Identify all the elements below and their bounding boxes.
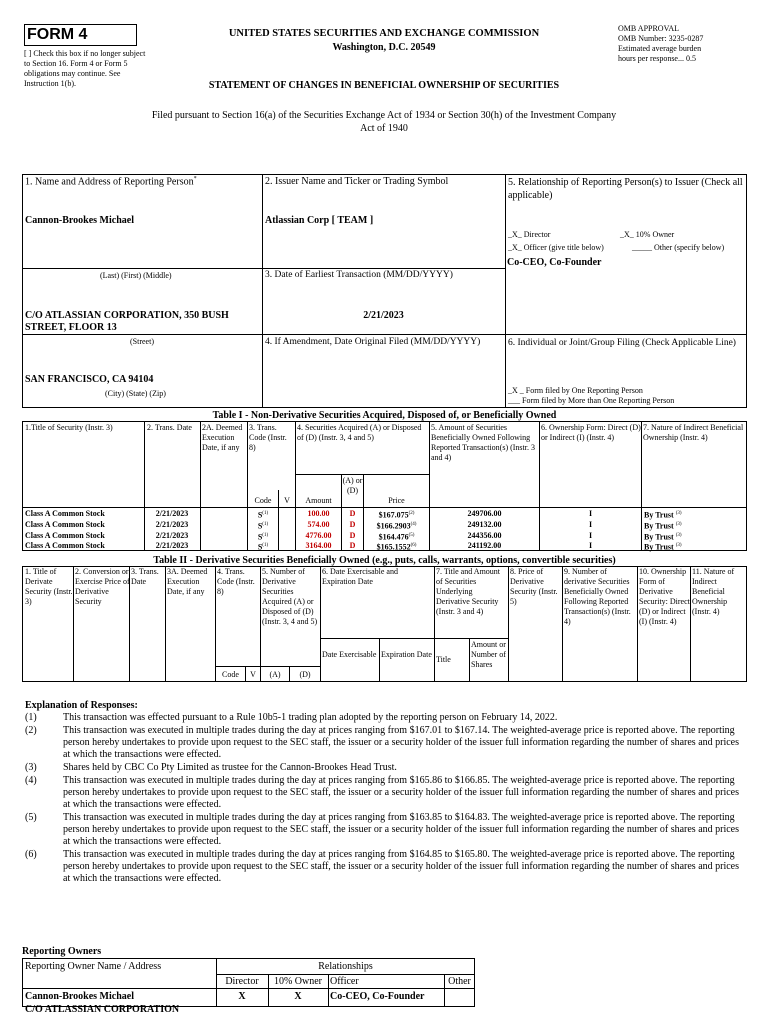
agency-name: UNITED STATES SECURITIES AND EXCHANGE COMMISSION (228, 28, 540, 39)
t1-h-date: 2. Trans. Date (147, 423, 192, 432)
filed-pursuant: Filed pursuant to Section 16(a) of the Securities Exchange Act of 1934 or Section 30(h) of the Investment Company Act of 1940 (151, 110, 617, 134)
t1-nature: By Trust $^{(3)}$ (644, 521, 682, 531)
owners-col-other: Other (448, 976, 471, 987)
t1-amount: 100.00 (307, 509, 330, 518)
amendment-label: 4. If Amendment, Date Original Filed (MM/DD/YYYY) (265, 337, 481, 347)
t2-h-price: 8. Price of Derivative Security (Instr. 5) (510, 567, 558, 606)
t1-title: Class A Common Stock (25, 541, 105, 550)
owner-director-mark: X (238, 991, 246, 1002)
t2-h-nature: 11. Nature of Indirect Beneficial Ownership (Instr. 4) (692, 567, 735, 616)
t2-h-sub-title: Title (436, 655, 451, 664)
t1-form: I (588, 520, 593, 529)
reporting-person-label: 1. Name and Address of Reporting Person* (25, 176, 197, 188)
omb-approval (618, 24, 748, 64)
t1-ad: D (349, 531, 356, 540)
t2-h-title: 1. Title of Derivate Security (Instr. 3) (25, 567, 73, 606)
street-caption: (Street) (130, 337, 154, 346)
t1-date: 2/21/2023 (155, 531, 189, 540)
owners-col-officer: Officer (330, 976, 359, 987)
list-item: (2) This transaction was executed in multiple trades during the day at prices ranging from $167.01 to $167.14. The weighted-average price is reported above. The reporting person hereby undertakes to provide upon request to the SEC staff, the issuer or a security holder of the issuer full information regarding the number of shares and prices at which the transactions were effected. (25, 725, 740, 760)
t2-h-sub-date-ex: Date Exercisable (322, 650, 377, 659)
omb-line: Estimated average burden (618, 44, 702, 53)
t1-price: $166.2903$^{(4)}$ (376, 521, 417, 531)
t2-h-sub-amount: Amount or Number of Shares (471, 640, 506, 669)
t1-title: Class A Common Stock (25, 520, 105, 529)
list-item: (3) Shares held by CBC Co Pty Limited as trustee for the Cannon-Brookes Head Trust. (25, 762, 397, 773)
owners-col-director: Director (225, 976, 259, 987)
t1-form: I (588, 509, 593, 518)
t1-h-nature: 7. Nature of Indirect Beneficial Ownership (Instr. 4) (643, 423, 744, 442)
owners-col-ten: 10% Owner (273, 976, 323, 987)
t2-h-exercisable: 6. Date Exercisable and Expiration Date (322, 567, 398, 586)
t2-h-number: 5. Number of Derivative Securities Acquired (A) or Disposed of (D) (Instr. 3, 4 and 5) (262, 567, 318, 626)
explanation-list (25, 712, 745, 886)
owner-officer-title: Co-CEO, Co-Founder (330, 991, 425, 1002)
t1-h-title: 1.Title of Security (Instr. 3) (25, 423, 113, 432)
t1-owned: 244356.00 (467, 531, 502, 540)
omb-line: OMB APPROVAL (618, 24, 679, 33)
owner-ten-mark: X (294, 991, 302, 1002)
explanation-heading: Explanation of Responses: (25, 700, 138, 711)
t1-date: 2/21/2023 (155, 541, 189, 550)
t1-date: 2/21/2023 (155, 520, 189, 529)
t1-h-sub-v: V (284, 496, 290, 505)
omb-line: hours per response... 0.5 (618, 54, 696, 63)
t1-code: $S^{(1)}$ (257, 532, 269, 542)
t2-h-date: 3. Trans. Date (131, 567, 159, 586)
name-caption: (Last) (First) (Middle) (100, 271, 172, 280)
t1-h-sub-code: Code (254, 496, 272, 505)
relationship-ten-pct[interactable]: _X_ 10% Owner (620, 230, 675, 239)
t1-title: Class A Common Stock (25, 509, 105, 518)
filing-more[interactable]: ___ Form filed by More than One Reporting Person (508, 396, 675, 405)
check-box-note[interactable]: [ ] Check this box if no longer subject to Section 16. Form 4 or Form 5 obligations may continue. See Instruction 1(b). (24, 49, 146, 88)
reporting-owners-heading: Reporting Owners (22, 946, 102, 957)
owner-address: C/O ATLASSIAN CORPORATION (25, 1004, 180, 1015)
earliest-transaction-date: 2/21/2023 (363, 310, 404, 321)
t1-h-sub-amount: Amount (305, 496, 332, 505)
city-caption: (City) (State) (Zip) (105, 389, 166, 398)
city-state-zip: SAN FRANCISCO, CA 94104 (25, 374, 154, 385)
t2-h-deemed: 3A. Deemed Execution Date, if any (167, 567, 208, 596)
filing-label: 6. Individual or Joint/Group Filing (Check Applicable Line) (508, 338, 736, 348)
t1-h-sub-price: Price (388, 496, 405, 505)
owners-col-relationships: Relationships (318, 961, 373, 972)
t2-h-sub-v: V (250, 670, 256, 679)
street-address: C/O ATLASSIAN CORPORATION, 350 BUSH STREET, FLOOR 13 (25, 310, 229, 333)
relationship-label: 5. Relationship of Reporting Person(s) to Issuer (Check all applicable) (508, 177, 743, 201)
t1-price: $165.1552$^{(6)}$ (376, 542, 417, 552)
t1-amount: 4776.00 (305, 531, 332, 540)
t1-amount: 3164.00 (305, 541, 332, 550)
t1-h-acquired: 4. Securities Acquired (A) or Disposed of (D) (Instr. 3, 4 and 5) (297, 423, 422, 442)
list-item: (6) This transaction was executed in multiple trades during the day at prices ranging from $164.85 to $165.80. The weighted-average price is reported above. The reporting person hereby undertakes to provide upon request to the SEC staff, the issuer or a security holder of the issuer full information regarding the number of shares and prices at which the transactions were effected. (25, 849, 740, 884)
t1-date: 2/21/2023 (155, 509, 189, 518)
form-title: FORM 4 (27, 26, 88, 43)
t1-h-deemed: 2A. Deemed Execution Date, if any (202, 423, 243, 452)
t1-title: Class A Common Stock (25, 531, 105, 540)
earliest-transaction-label: 3. Date of Earliest Transaction (MM/DD/YYYY) (265, 270, 453, 280)
t1-ad: D (349, 509, 356, 518)
t1-form: I (588, 541, 593, 550)
t2-h-conversion: 2. Conversion or Exercise Price of Derivative Security (75, 567, 130, 606)
t2-h-owned: 9. Number of derivative Securities Beneficially Owned Following Reported Transaction(s) (Instr. 4) (564, 567, 631, 626)
owners-col-name: Reporting Owner Name / Address (25, 961, 162, 972)
issuer-label: 2. Issuer Name and Ticker or Trading Symbol (265, 176, 449, 187)
t1-nature: By Trust $^{(3)}$ (644, 510, 682, 520)
filing-one[interactable]: _X _ Form filed by One Reporting Person (508, 386, 643, 395)
t2-h-underlying: 7. Title and Amount of Securities Underlying Derivative Security (Instr. 3 and 4) (436, 567, 501, 616)
issuer-name: Atlassian Corp [ TEAM ] (265, 215, 374, 226)
t1-h-code: 3. Trans. Code (Instr. 8) (249, 423, 287, 452)
t1-form: I (588, 531, 593, 540)
reporting-person-name: Cannon-Brookes Michael (25, 215, 134, 226)
form-title-box (24, 24, 137, 46)
t1-owned: 241192.00 (467, 541, 502, 550)
t1-h-owned: 5. Amount of Securities Beneficially Owned Following Reported Transaction(s) (Instr. 3 and 4) (431, 423, 535, 462)
list-item: (4) This transaction was executed in multiple trades during the day at prices ranging from $165.86 to $166.85. The weighted-average price is reported above. The reporting person hereby undertakes to provide upon request to the SEC staff, the issuer or a security holder of the issuer full information regarding the number of shares and prices at which the transactions were effected. (25, 775, 740, 810)
list-item: (1) This transaction was effected pursuant to a Rule 10b5-1 trading plan adopted by the reporting person on February 14, 2022. (25, 712, 558, 723)
t1-code: $S^{(1)}$ (257, 510, 269, 520)
t2-h-sub-code: Code (222, 670, 239, 679)
t1-code: $S^{(1)}$ (257, 542, 269, 552)
t2-h-code: 4. Trans. Code (Instr. 8) (217, 567, 255, 596)
t1-owned: 249132.00 (467, 520, 502, 529)
table1-title: Table I - Non-Derivative Securities Acquired, Disposed of, or Beneficially Owned (212, 410, 557, 421)
t1-price: $164.476$^{(5)}$ (378, 532, 415, 542)
t2-h-sub-exp: Expiration Date (381, 650, 432, 659)
t1-ad: D (349, 520, 356, 529)
relationship-other[interactable]: _____ Other (specify below) (632, 243, 725, 252)
t1-h-sub-ad: (A) or (D) (342, 476, 363, 495)
owner-name: Cannon-Brookes Michael (25, 991, 134, 1002)
statement-title: STATEMENT OF CHANGES IN BENEFICIAL OWNERSHIP OF SECURITIES (208, 80, 560, 91)
t1-h-form: 6. Ownership Form: Direct (D) or Indirect (I) (Instr. 4) (541, 423, 641, 442)
list-item: (5) This transaction was executed in multiple trades during the day at prices ranging from $163.85 to $164.83. The weighted-average price is reported above. The reporting person hereby undertakes to provide upon request to the SEC staff, the issuer or a security holder of the issuer full information regarding the number of shares and prices at which the transactions were effected. (25, 812, 740, 847)
t2-h-sub-d: (D) (299, 670, 311, 679)
t1-ad: D (349, 541, 356, 550)
t1-amount: 574.00 (307, 520, 330, 529)
omb-line: OMB Number: 3235-0287 (618, 34, 704, 43)
relationship-officer[interactable]: _X_ Officer (give title below) (508, 243, 604, 252)
relationship-director[interactable]: _X_ Director (508, 230, 551, 239)
table2-title: Table II - Derivative Securities Beneficially Owned (e.g., puts, calls, warrants, options, convertible securities) (153, 555, 616, 566)
t1-nature: By Trust $^{(3)}$ (644, 532, 682, 542)
t2-h-sub-a: (A) (269, 670, 281, 679)
reporting-grid (22, 174, 747, 408)
agency-location: Washington, D.C. 20549 (332, 42, 436, 53)
t1-nature: By Trust $^{(3)}$ (644, 542, 682, 552)
t1-price: $167.075$^{(2)}$ (378, 510, 415, 520)
officer-title: Co-CEO, Co-Founder (507, 257, 602, 268)
t1-code: $S^{(1)}$ (257, 521, 269, 531)
t2-h-form: 10. Ownership Form of Derivative Security: Direct (D) or Indirect (I) (Instr. 4) (639, 567, 690, 626)
t1-owned: 249706.00 (467, 509, 502, 518)
